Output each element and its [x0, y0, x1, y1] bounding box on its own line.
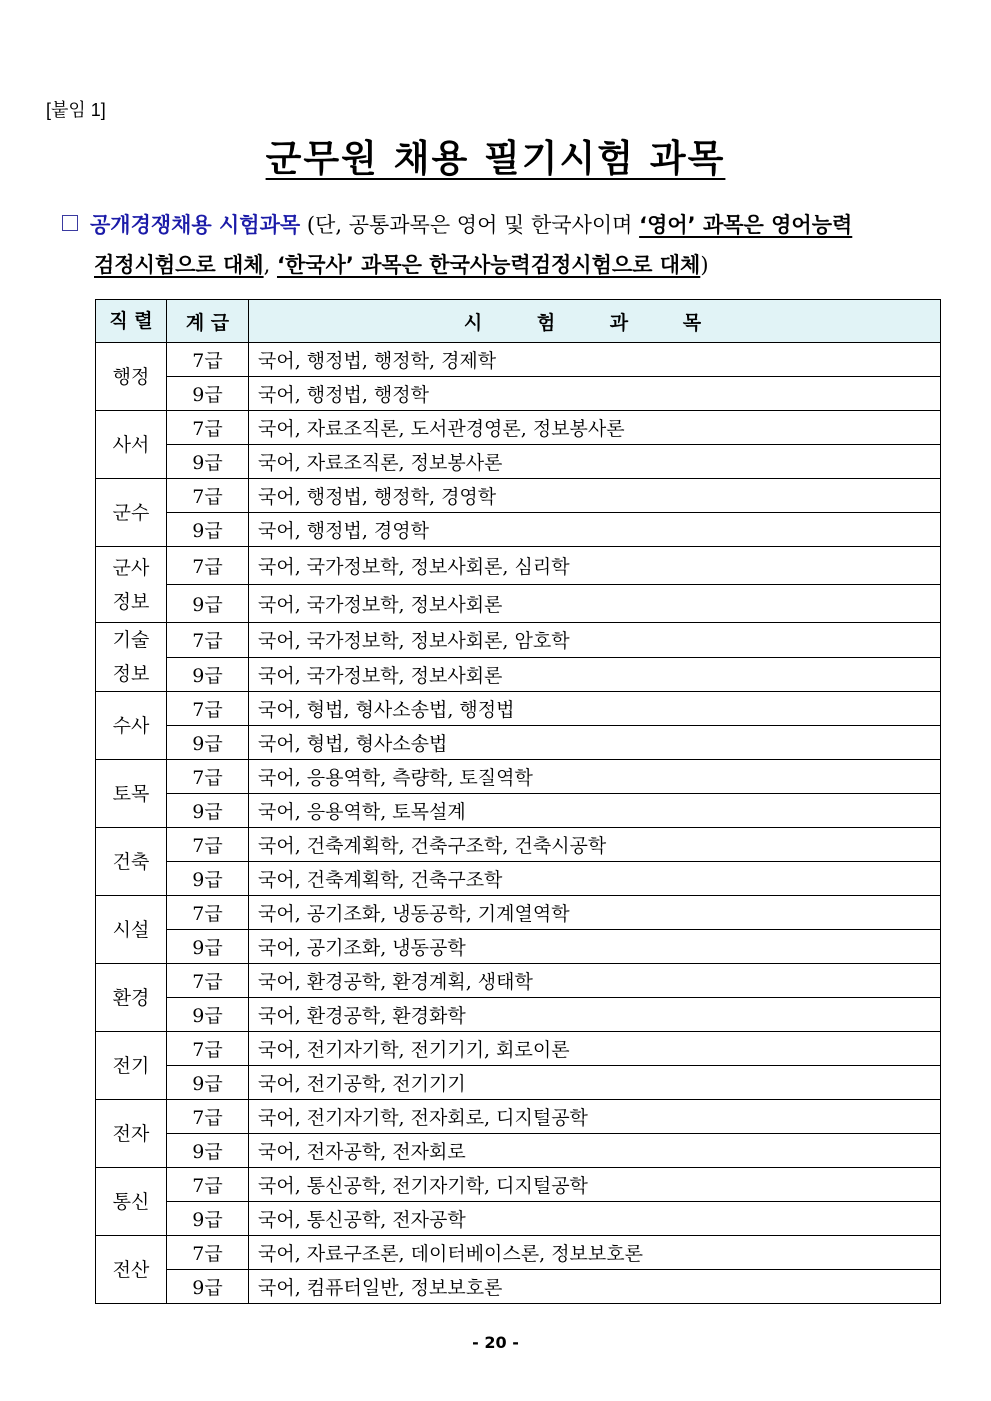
position-name: 정보 [112, 590, 150, 613]
korean-history-note: ‘한국사’ 과목은 한국사능력검정시험으로 대체 [276, 253, 701, 277]
intro-comma: , [263, 253, 271, 277]
subjects-cell: 국어, 전기공학, 전기기기 [249, 1066, 941, 1100]
table-row [96, 794, 941, 828]
position-cell [96, 896, 167, 964]
table-row [96, 930, 941, 964]
subjects-cell: 국어, 공기조화, 냉동공학 [249, 930, 941, 964]
position-name: 통신 [112, 1190, 150, 1213]
position-name: 사서 [112, 433, 150, 456]
grade-cell: 9급 [167, 1066, 249, 1100]
table-row [96, 343, 941, 377]
subjects-cell: 국어, 형법, 형사소송법 [249, 726, 941, 760]
position-cell [96, 547, 167, 623]
position-cell [96, 964, 167, 1032]
subjects-cell: 국어, 행정법, 행정학 [249, 377, 941, 411]
subjects-cell: 국어, 자료구조론, 데이터베이스론, 정보보호론 [249, 1236, 941, 1270]
grade-cell: 7급 [167, 1100, 249, 1134]
table-row [96, 1100, 941, 1134]
table-row [96, 1032, 941, 1066]
position-name: 전산 [112, 1258, 150, 1281]
table-row [96, 623, 941, 658]
grade-cell: 7급 [167, 760, 249, 794]
grade-cell: 7급 [167, 411, 249, 445]
table-row [96, 1270, 941, 1304]
english-note-cont: 검정시험으로 대체 [94, 253, 264, 277]
position-name: 토목 [112, 782, 150, 805]
intro-paragraph [62, 205, 947, 285]
position-cell [96, 692, 167, 760]
grade-cell: 9급 [167, 513, 249, 547]
table-row [96, 513, 941, 547]
table-row [96, 411, 941, 445]
table-row [96, 1168, 941, 1202]
grade-cell: 9급 [167, 445, 249, 479]
position-name: 환경 [112, 986, 150, 1009]
grade-cell: 7급 [167, 1032, 249, 1066]
subjects-cell: 국어, 행정법, 행정학, 경영학 [249, 479, 941, 513]
table-row [96, 1134, 941, 1168]
position-cell [96, 343, 167, 411]
subjects-cell: 국어, 전자공학, 전자회로 [249, 1134, 941, 1168]
table-row [96, 862, 941, 896]
table-row [96, 998, 941, 1032]
subjects-cell: 국어, 건축계획학, 건축구조학 [249, 862, 941, 896]
position-name: 정보 [112, 663, 150, 685]
intro-line-2 [62, 245, 947, 285]
header-subjects [249, 300, 941, 343]
grade-cell: 7급 [167, 1168, 249, 1202]
attachment-label: [붙임 1] [46, 100, 106, 120]
header-grade: 계 급 [167, 300, 249, 343]
position-name: 군수 [112, 501, 150, 524]
subjects-cell: 국어, 형법, 형사소송법, 행정법 [249, 692, 941, 726]
grade-cell: 9급 [167, 1270, 249, 1304]
grade-cell: 7급 [167, 623, 249, 658]
subjects-cell: 국어, 행정법, 행정학, 경제학 [249, 343, 941, 377]
position-cell [96, 411, 167, 479]
grade-cell: 9급 [167, 726, 249, 760]
subjects-cell: 국어, 전기자기학, 전기기기, 회로이론 [249, 1032, 941, 1066]
subjects-cell: 국어, 응용역학, 토목설계 [249, 794, 941, 828]
grade-cell: 9급 [167, 930, 249, 964]
grade-cell: 7급 [167, 896, 249, 930]
position-cell [96, 1236, 167, 1304]
header-position: 직 렬 [96, 300, 167, 343]
grade-cell: 9급 [167, 585, 249, 623]
page-number: - 20 - [472, 1333, 519, 1352]
page-title [0, 128, 991, 182]
subjects-cell: 국어, 자료조직론, 정보봉사론 [249, 445, 941, 479]
table-row [96, 692, 941, 726]
subjects-cell: 국어, 공기조화, 냉동공학, 기계열역학 [249, 896, 941, 930]
grade-cell: 9급 [167, 377, 249, 411]
grade-cell: 7급 [167, 547, 249, 585]
subjects-cell: 국어, 컴퓨터일반, 정보보호론 [249, 1270, 941, 1304]
grade-cell: 9급 [167, 1134, 249, 1168]
position-cell [96, 623, 167, 692]
position-name: 군사 [112, 556, 150, 579]
table-row [96, 657, 941, 692]
position-name: 전기 [112, 1054, 150, 1077]
intro-line-1 [62, 205, 947, 245]
position-name: 기술 [112, 629, 150, 651]
grade-cell: 7급 [167, 343, 249, 377]
grade-cell: 9급 [167, 794, 249, 828]
subjects-cell: 국어, 국가정보학, 정보사회론 [249, 657, 941, 692]
subjects-cell: 국어, 통신공학, 전기자기학, 디지털공학 [249, 1168, 941, 1202]
table-row [96, 1202, 941, 1236]
position-name: 전자 [112, 1122, 150, 1145]
subjects-cell: 국어, 통신공학, 전자공학 [249, 1202, 941, 1236]
table-row [96, 896, 941, 930]
grade-cell: 7급 [167, 692, 249, 726]
table-row [96, 445, 941, 479]
position-name: 행정 [112, 365, 150, 388]
intro-heading: 공개경쟁채용 시험과목 [90, 213, 301, 237]
subjects-cell: 국어, 국가정보학, 정보사회론, 심리학 [249, 547, 941, 585]
position-cell [96, 1168, 167, 1236]
table-row [96, 964, 941, 998]
table-row [96, 1066, 941, 1100]
page-title-text: 군무원 채용 필기시험 과목 [265, 137, 726, 180]
position-cell [96, 1100, 167, 1168]
grade-cell: 9급 [167, 657, 249, 692]
intro-open: (단, 공통과목은 영어 및 한국사이며 [306, 213, 633, 237]
grade-cell: 9급 [167, 862, 249, 896]
table-row [96, 547, 941, 585]
exam-subjects-table [95, 299, 941, 1304]
position-cell [96, 479, 167, 547]
table-row [96, 760, 941, 794]
table-row [96, 828, 941, 862]
grade-cell: 9급 [167, 1202, 249, 1236]
grade-cell: 7급 [167, 964, 249, 998]
grade-cell: 7급 [167, 828, 249, 862]
subjects-cell: 국어, 응용역학, 측량학, 토질역학 [249, 760, 941, 794]
subjects-cell: 국어, 전기자기학, 전자회로, 디지털공학 [249, 1100, 941, 1134]
grade-cell: 9급 [167, 998, 249, 1032]
intro-close: ) [700, 253, 709, 277]
subjects-cell: 국어, 환경공학, 환경화학 [249, 998, 941, 1032]
position-name: 수사 [112, 714, 150, 737]
position-cell [96, 828, 167, 896]
position-name: 시설 [112, 918, 150, 941]
subjects-cell: 국어, 행정법, 경영학 [249, 513, 941, 547]
subjects-cell: 국어, 환경공학, 환경계획, 생태학 [249, 964, 941, 998]
position-name: 건축 [112, 850, 150, 873]
subjects-cell: 국어, 자료조직론, 도서관경영론, 정보봉사론 [249, 411, 941, 445]
english-note: ‘영어’ 과목은 영어능력 [639, 213, 853, 237]
table-row [96, 377, 941, 411]
square-outline-icon [62, 215, 78, 231]
subjects-cell: 국어, 국가정보학, 정보사회론, 암호학 [249, 623, 941, 658]
position-cell [96, 1032, 167, 1100]
grade-cell: 7급 [167, 1236, 249, 1270]
header-subjects-text: 시 험 과 목 [463, 311, 726, 334]
table-row [96, 726, 941, 760]
table-row [96, 1236, 941, 1270]
table-row [96, 585, 941, 623]
table-body [96, 343, 941, 1304]
subjects-cell: 국어, 건축계획학, 건축구조학, 건축시공학 [249, 828, 941, 862]
grade-cell: 7급 [167, 479, 249, 513]
subjects-cell: 국어, 국가정보학, 정보사회론 [249, 585, 941, 623]
table-row [96, 479, 941, 513]
position-cell [96, 760, 167, 828]
table-header-row [96, 300, 941, 343]
